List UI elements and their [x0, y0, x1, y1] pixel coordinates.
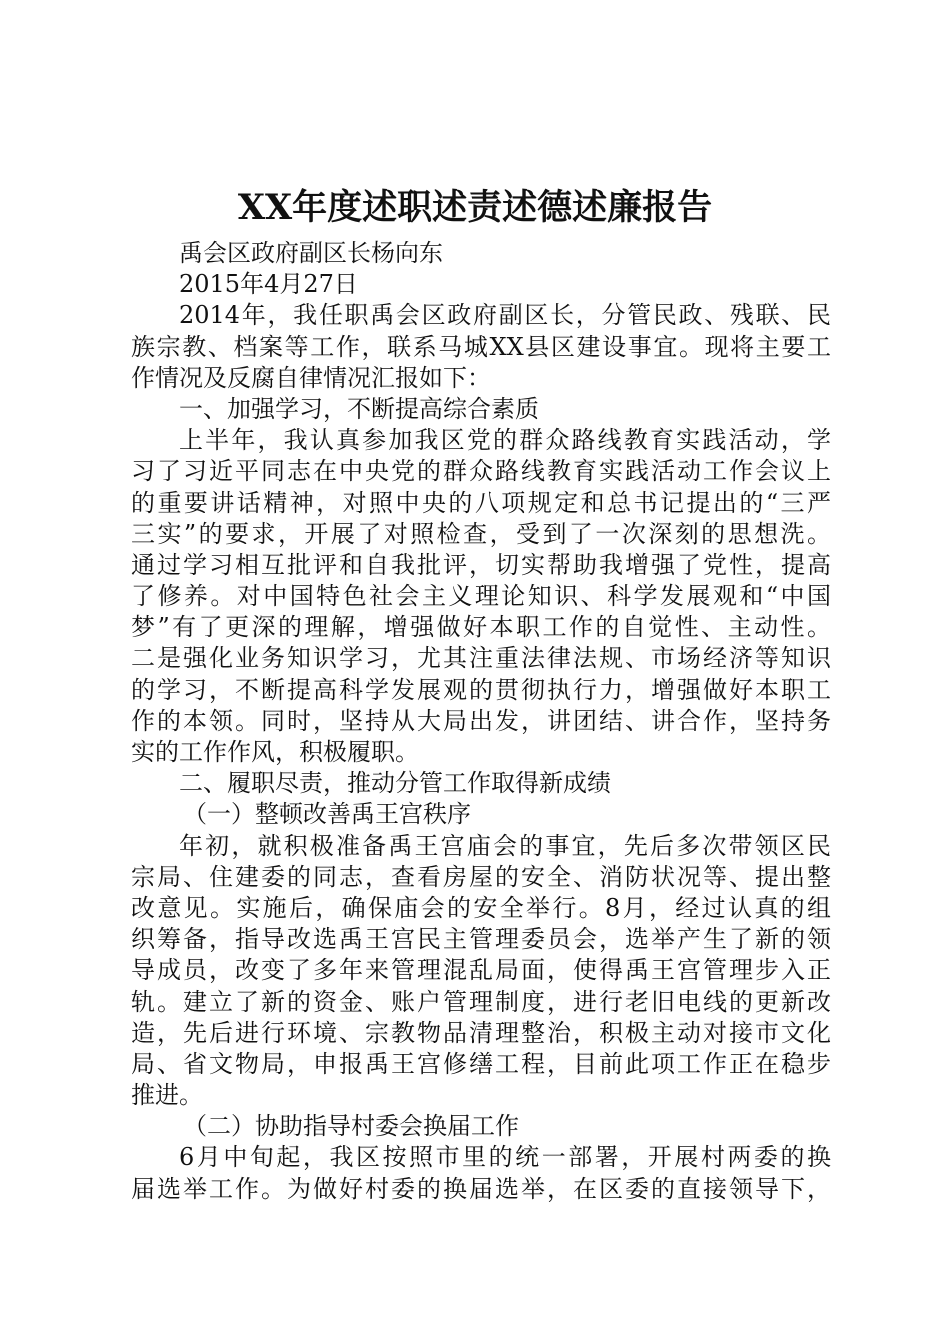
subsection-heading: （一）整顿改善禹王宫秩序 [183, 800, 471, 829]
paragraph-line: 二是强化业务知识学习，尤其注重法律法规、市场经济等知识 [131, 644, 831, 673]
document-body [131, 238, 831, 1205]
paragraph-line: 导成员，改变了多年来管理混乱局面，使得禹王宫管理步入正 [131, 956, 831, 985]
paragraph-line: 届选举工作。为做好村委的换届选举，在区委的直接领导下， [131, 1174, 831, 1203]
paragraph-line: 的学习，不断提高科学发展观的贯彻执行力，增强做好本职工 [131, 675, 831, 704]
subsection-heading: （二）协助指导村委会换届工作 [183, 1112, 519, 1141]
paragraph-line: 了修养。对中国特色社会主义理论知识、科学发展观和“中国 [131, 582, 831, 611]
paragraph-line: 作情况及反腐自律情况汇报如下： [131, 363, 491, 392]
paragraph-line: 推进。 [131, 1081, 203, 1110]
section-heading: 二、履职尽责，推动分管工作取得新成绩 [179, 769, 611, 798]
paragraph-line: 轨。建立了新的资金、账户管理制度，进行老旧电线的更新改 [131, 987, 831, 1016]
paragraph-line: 族宗教、档案等工作，联系马城XX县区建设事宜。现将主要工 [131, 332, 831, 361]
paragraph-line: 三实”的要求，开展了对照检查，受到了一次深刻的思想洗。 [131, 519, 831, 548]
paragraph-line: 通过学习相互批评和自我批评，切实帮助我增强了党性，提高 [131, 550, 831, 579]
paragraph-line: 实的工作作风，积极履职。 [131, 738, 419, 766]
paragraph-line: 年初，就积极准备禹王宫庙会的事宜，先后多次带领区民 [179, 831, 831, 860]
paragraph-line: 6月中旬起，我区按照市里的统一部署，开展村两委的换 [179, 1143, 831, 1172]
paragraph-line: 造，先后进行环境、宗教物品清理整治，积极主动对接市文化 [131, 1018, 831, 1047]
paragraph-line: 局、省文物局，申报禹王宫修缮工程，目前此项工作正在稳步 [131, 1049, 831, 1078]
paragraph-line: 改意见。实施后，确保庙会的安全举行。8月，经过认真的组 [131, 893, 831, 922]
paragraph-line: 2014年，我任职禹会区政府副区长，分管民政、残联、民 [179, 301, 831, 330]
paragraph-line: 上半年，我认真参加我区党的群众路线教育实践活动，学 [179, 426, 831, 455]
paragraph-line: 作的本领。同时，坚持从大局出发，讲团结、讲合作，坚持务 [131, 706, 831, 735]
paragraph-line: 的重要讲话精神，对照中央的八项规定和总书记提出的“三严 [131, 488, 831, 517]
document-title: XX年度述职述责述德述廉报告 [237, 187, 713, 228]
date-line: 2015年4月27日 [179, 270, 358, 299]
paragraph-line: 织筹备，指导改选禹王宫民主管理委员会，选举产生了新的领 [131, 925, 831, 954]
paragraph-line: 宗局、住建委的同志，查看房屋的安全、消防状况等、提出整 [131, 862, 831, 891]
section-heading: 一、加强学习，不断提高综合素质 [179, 394, 539, 423]
author-line: 禹会区政府副区长杨向东 [179, 239, 443, 267]
paragraph-line: 梦”有了更深的理解，增强做好本职工作的自觉性、主动性。 [131, 613, 831, 642]
paragraph-line: 习了习近平同志在中央党的群众路线教育实践活动工作会议上 [131, 457, 831, 486]
